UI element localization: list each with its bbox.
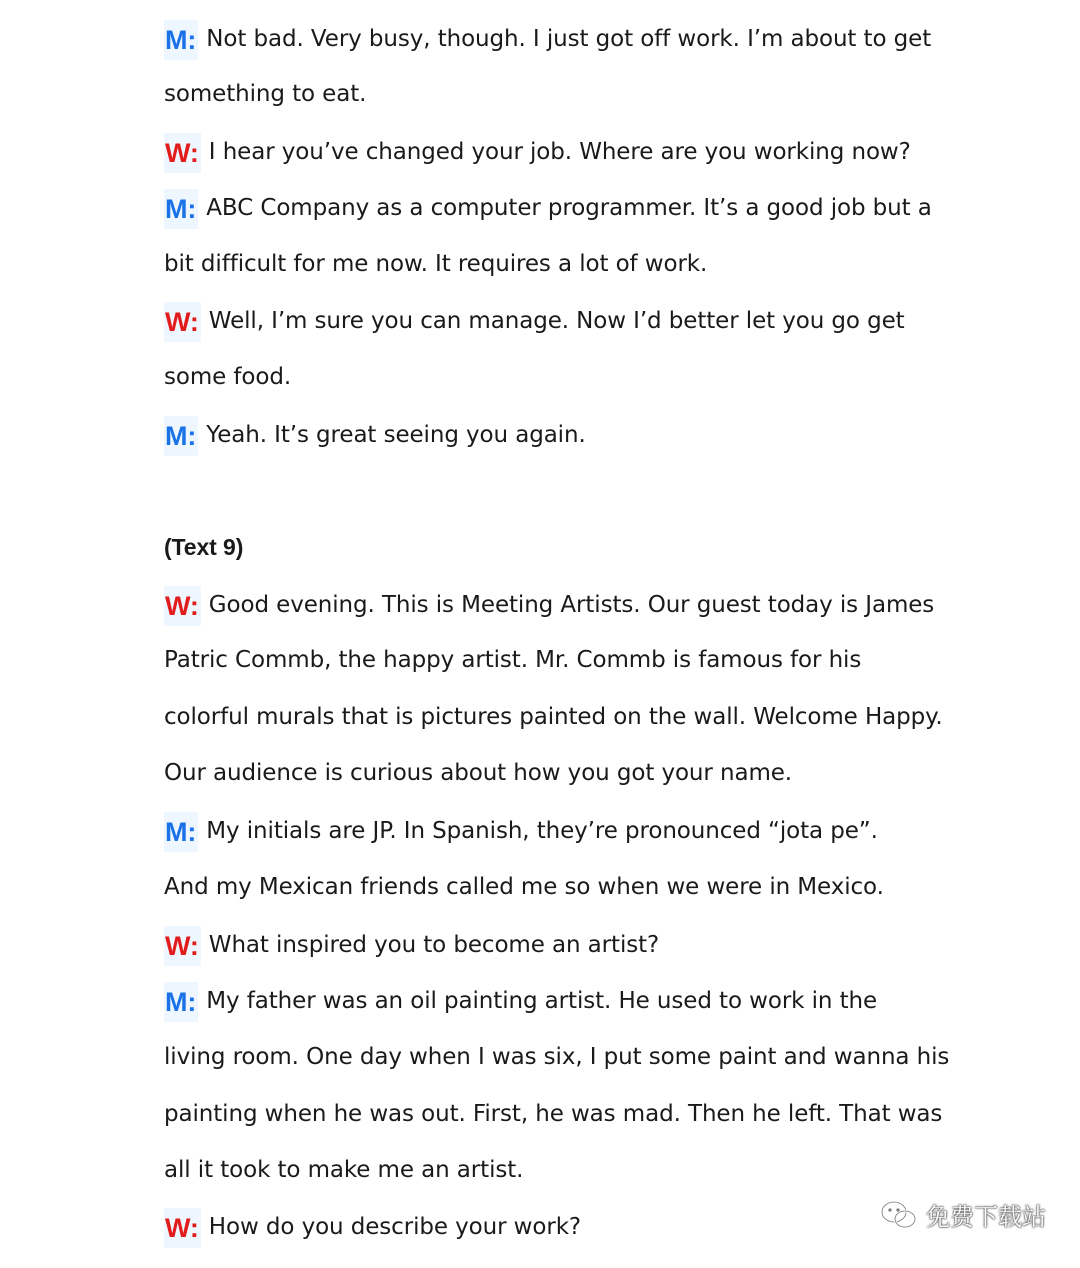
speaker-label: M: — [164, 812, 198, 852]
dialogue-line — [164, 244, 707, 284]
dialogue-line — [164, 1094, 942, 1134]
dialogue-text: My initials are JP. In Spanish, they’re pronounced “jota pe”. — [206, 818, 878, 844]
speaker-label: M: — [164, 189, 198, 229]
section-heading — [164, 527, 243, 568]
dialogue-line — [164, 981, 877, 1022]
dialogue-text: Our audience is curious about how you got your name. — [164, 760, 793, 786]
dialogue-text: ABC Company as a computer programmer. It’s a good job but a — [206, 195, 932, 221]
dialogue-line — [164, 1150, 523, 1190]
dialogue-text: And my Mexican friends called me so when we were in Mexico. — [164, 874, 884, 900]
speaker-label: W: — [164, 302, 201, 342]
dialogue-text: How do you describe your work? — [208, 1214, 582, 1240]
dialogue-line — [164, 357, 291, 397]
dialogue-text: all it took to make me an artist. — [164, 1157, 524, 1183]
section-heading-text: (Text 9) — [164, 534, 244, 560]
watermark-text: 免费下载站 — [926, 1203, 1046, 1231]
dialogue-text: My father was an oil painting artist. He used to work in the — [206, 988, 878, 1014]
dialogue-line — [164, 1037, 949, 1077]
dialogue-line — [164, 132, 911, 173]
dialogue-line — [164, 753, 792, 793]
dialogue-line — [164, 811, 878, 852]
dialogue-text: What inspired you to become an artist? — [208, 932, 660, 958]
dialogue-text: Well, I’m sure you can manage. Now I’d better let you go get — [208, 308, 905, 334]
speaker-label: M: — [164, 20, 198, 60]
speaker-label: W: — [164, 133, 201, 173]
dialogue-text: colorful murals that is pictures painted on the wall. Welcome Happy. — [164, 704, 943, 730]
speaker-label: W: — [164, 1208, 201, 1248]
dialogue-line — [164, 697, 943, 737]
speaker-label: M: — [164, 416, 198, 456]
dialogue-line — [164, 925, 659, 966]
dialogue-line — [164, 867, 884, 907]
dialogue-text: some food. — [164, 364, 292, 390]
dialogue-line — [164, 301, 905, 342]
wechat-icon — [880, 1199, 918, 1231]
dialogue-line — [164, 415, 586, 456]
dialogue-line — [164, 74, 366, 114]
dialogue-text: bit difficult for me now. It requires a lot of work. — [164, 251, 708, 277]
dialogue-line — [164, 585, 934, 626]
dialogue-line — [164, 19, 931, 60]
speaker-label: W: — [164, 586, 201, 626]
dialogue-text: living room. One day when I was six, I put some paint and wanna his — [164, 1044, 950, 1070]
dialogue-text: I hear you’ve changed your job. Where are you working now? — [208, 139, 911, 165]
dialogue-text: Not bad. Very busy, though. I just got off work. I’m about to get — [206, 26, 932, 52]
dialogue-line — [164, 640, 861, 680]
dialogue-text: painting when he was out. First, he was mad. Then he left. That was — [164, 1101, 943, 1127]
speaker-label: W: — [164, 926, 201, 966]
watermark — [880, 1197, 1046, 1232]
dialogue-text: something to eat. — [164, 81, 367, 107]
dialogue-line — [164, 188, 932, 229]
speaker-label: M: — [164, 982, 198, 1022]
dialogue-text: Patric Commb, the happy artist. Mr. Commb is famous for his — [164, 647, 862, 673]
dialogue-text: Yeah. It’s great seeing you again. — [206, 422, 586, 448]
dialogue-line — [164, 1207, 581, 1248]
dialogue-text: Good evening. This is Meeting Artists. Our guest today is James — [208, 592, 935, 618]
